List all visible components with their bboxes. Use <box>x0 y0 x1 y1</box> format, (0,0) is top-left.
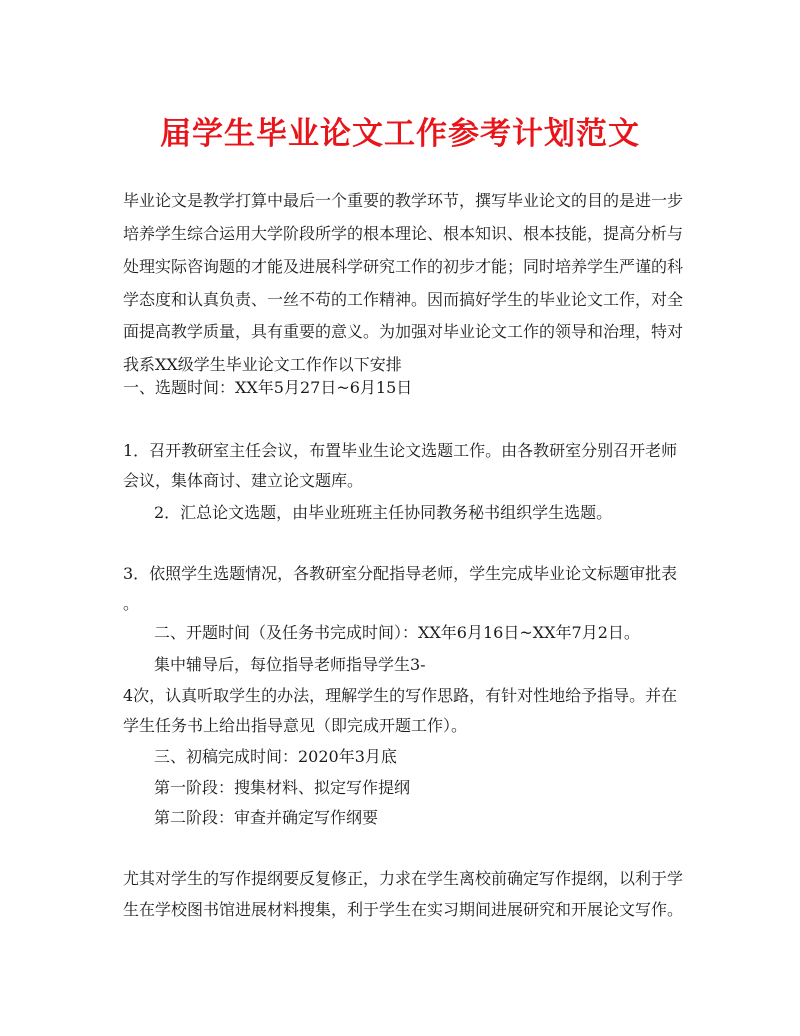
body-line: 第一阶段：搜集材料、拟定写作提纲 <box>154 778 411 797</box>
body-line: 处理实际咨询题的才能及进展科学研究工作的初步才能；同时培养学生严谨的科 <box>123 257 684 276</box>
body-line: 毕业论文是教学打算中最后一个重要的教学环节，撰写毕业论文的目的是进一步 <box>123 191 684 210</box>
document-title: 届学生毕业论文工作参考计划范文 <box>160 116 640 152</box>
body-line: 2．汇总论文选题，由毕业班班主任协同教务秘书组织学生选题。 <box>154 503 613 522</box>
body-line: 生在学校图书馆进展材料搜集，利于学生在实习期间进展研究和开展论文写作。 <box>123 900 684 919</box>
body-line: 第二阶段：审查并确定写作纲要 <box>154 808 379 827</box>
body-line: 会议，集体商讨、建立论文题库。 <box>123 471 364 490</box>
section-heading: 三、初稿完成时间：2020年3月底 <box>154 747 397 766</box>
body-line: 1．召开教研室主任会议，布置毕业生论文选题工作。由各教研室分别召开老师 <box>123 441 678 460</box>
body-line: 我系XX级学生毕业论文工作作以下安排 <box>123 355 402 374</box>
body-line: 培养学生综合运用大学阶段所学的根本理论、根本知识、根本技能，提高分析与 <box>123 224 684 243</box>
section-heading: 一、选题时间：XX年5月27日~6月15日 <box>123 378 413 397</box>
body-line: 3．依照学生选题情况，各教研室分配指导老师，学生完成毕业论文标题审批表 <box>123 564 678 583</box>
body-line: 学态度和认真负责、一丝不苟的工作精神。因而搞好学生的毕业论文工作，对全 <box>123 290 684 309</box>
body-line: 面提高教学质量，具有重要的意义。为加强对毕业论文工作的领导和治理，特对 <box>123 322 684 341</box>
body-line: 集中辅导后，每位指导老师指导学生3- <box>154 655 426 674</box>
body-line: 尤其对学生的写作提纲要反复修正，力求在学生离校前确定写作提纲，以利于学 <box>123 869 684 888</box>
body-line: 4次，认真听取学生的办法，理解学生的写作思路，有针对性地给予指导。并在 <box>123 686 678 705</box>
section-heading: 二、开题时间（及任务书完成时间）：XX年6月16日~XX年7月2日。 <box>154 623 640 642</box>
body-line: 学生任务书上给出指导意见（即完成开题工作）。 <box>123 716 468 735</box>
body-line: 。 <box>123 594 140 613</box>
